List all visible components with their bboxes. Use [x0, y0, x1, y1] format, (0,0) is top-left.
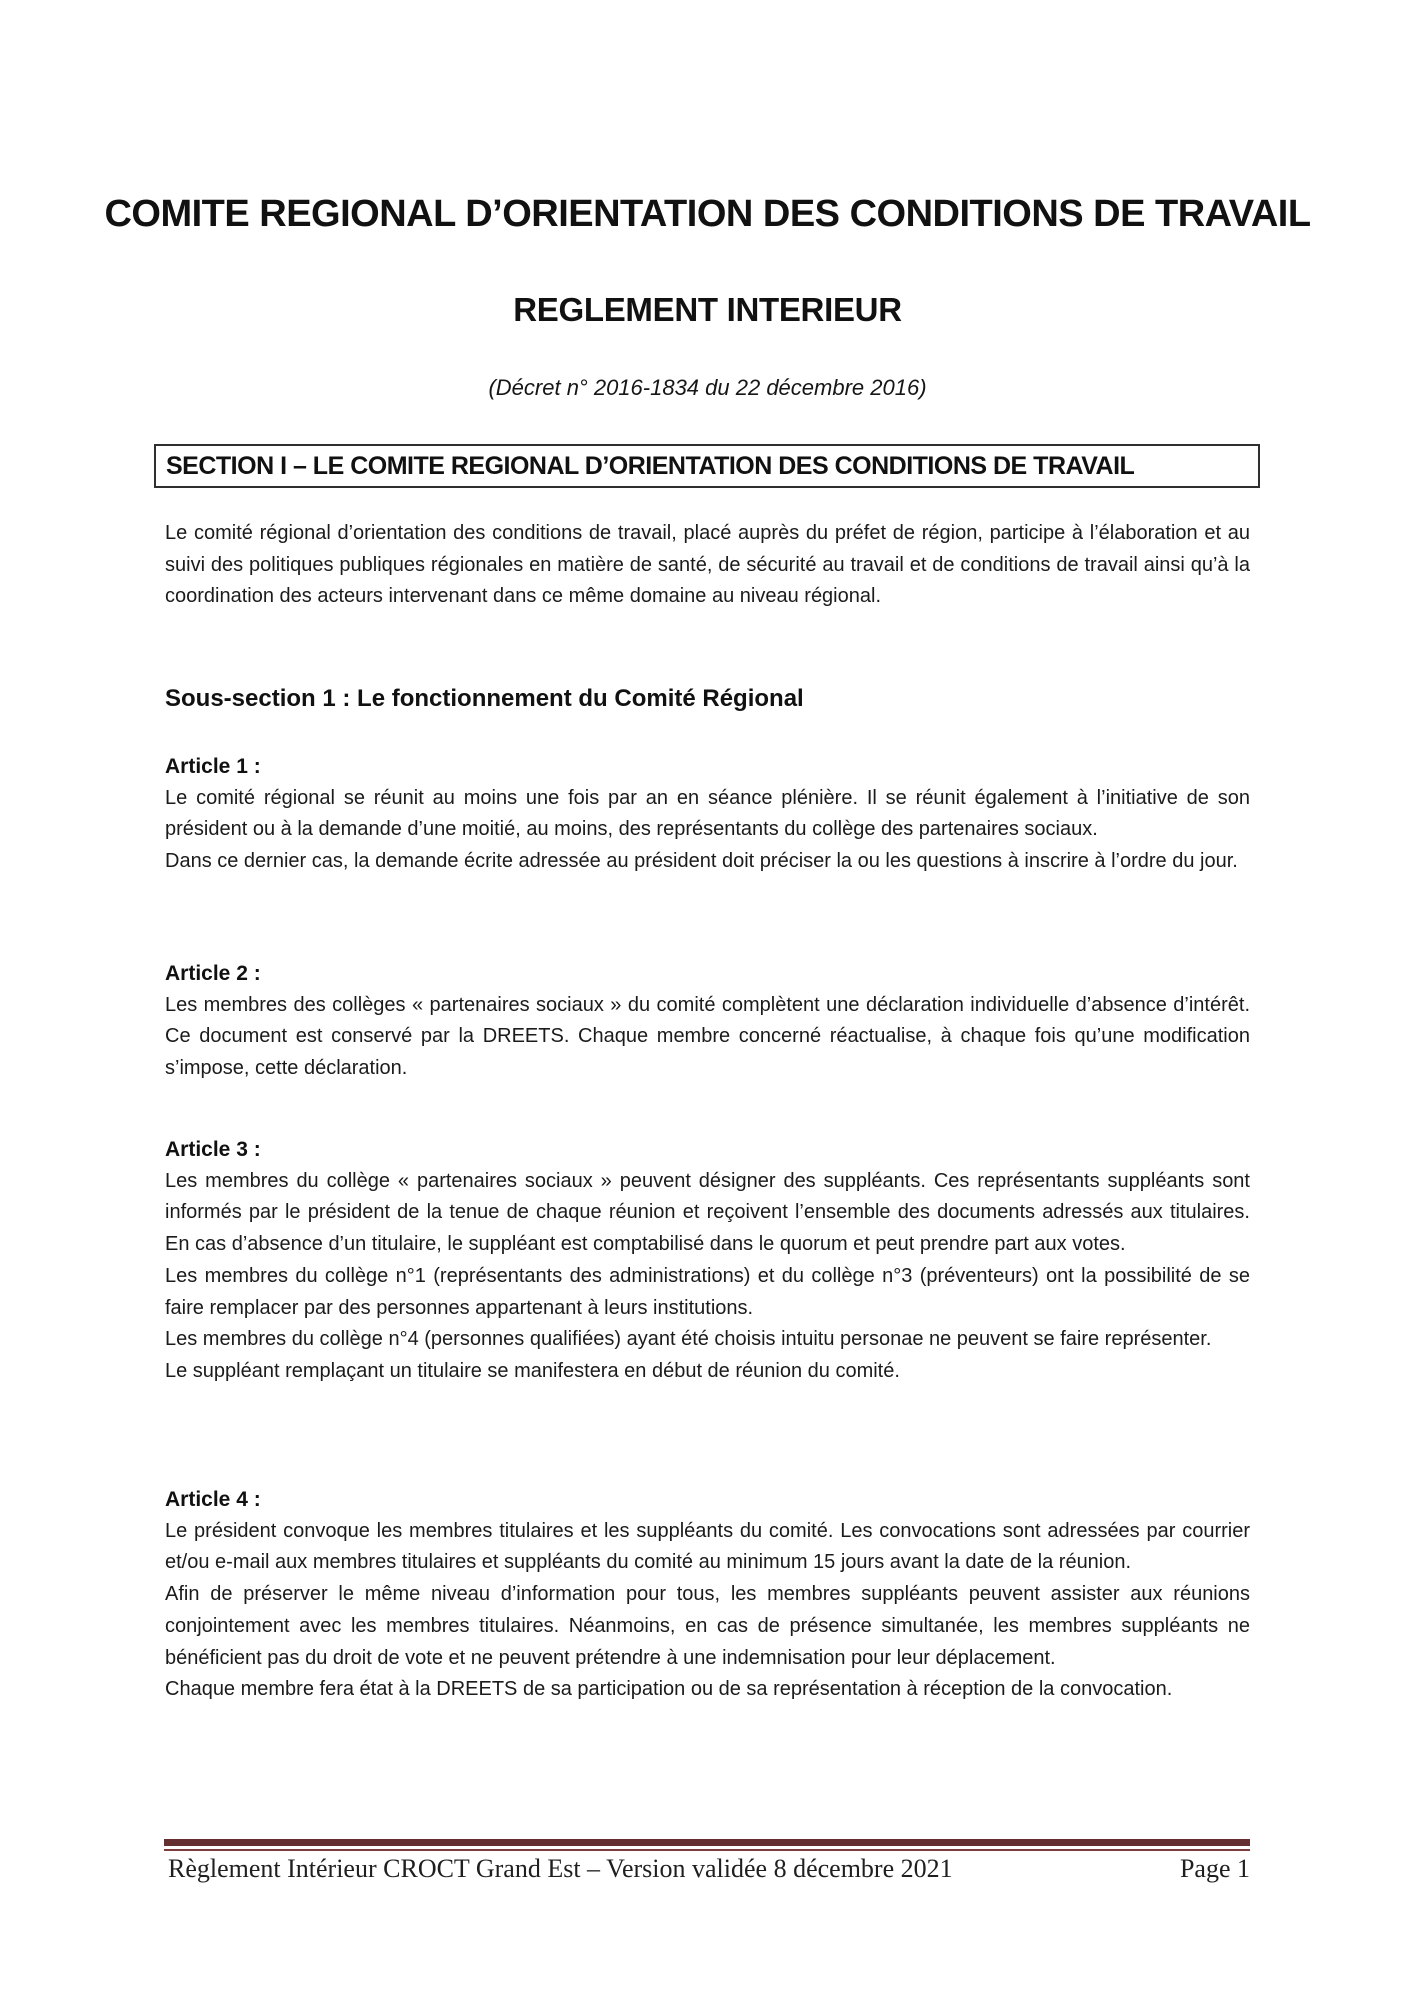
footer-document-version: Règlement Intérieur CROCT Grand Est – Version validée 8 décembre 2021	[168, 1854, 953, 1883]
article-3-paragraph-3: Les membres du collège n°4 (personnes qualifiées) ayant été choisis intuitu personae ne peuvent se faire représenter.	[165, 1328, 1212, 1351]
document-subtitle: REGLEMENT INTERIEUR	[513, 291, 902, 329]
article-4-paragraph-2: Afin de préserver le même niveau d’information pour tous, les membres suppléants peuvent assister aux réunions conjointement avec les membres titulaires. Néanmoins, en cas de présence simultanée, les membres suppléants ne bénéficient pas du droit de vote et ne peuvent prétendre à une indemnisation pour leur déplacement.	[165, 1583, 1250, 1669]
article-1-paragraph-2: Dans ce dernier cas, la demande écrite adressée au président doit préciser la ou les questions à inscrire à l’ordre du jour.	[165, 850, 1238, 873]
article-3-paragraph-4: Le suppléant remplaçant un titulaire se manifestera en début de réunion du comité.	[165, 1359, 900, 1382]
article-3-paragraph-1: Les membres du collège « partenaires sociaux » peuvent désigner des suppléants. Ces représentants suppléants sont informés par le président de la tenue de chaque réunion et reçoivent l’ensemble des documents adressés aux titulaires. En cas d’absence d’un titulaire, le suppléant est comptabilisé dans le quorum et peut prendre part aux votes.	[165, 1169, 1250, 1256]
article-1	[165, 751, 1250, 878]
article-3-heading: Article 3 :	[165, 1138, 261, 1161]
section-header-box	[154, 444, 1260, 488]
intro-paragraph: Le comité régional d’orientation des conditions de travail, placé auprès du préfet de région, participe à l’élaboration et au suivi des politiques publiques régionales en matière de santé, de sécurité au travail et de conditions de travail ainsi qu’à la coordination des acteurs intervenant dans ce même domaine au niveau régional.	[165, 522, 1250, 608]
article-4-paragraph-1: Le président convoque les membres titulaires et les suppléants du comité. Les convocations sont adressées par courrier et/ou e-mail aux membres titulaires et suppléants du comité au minimum 15 jours avant la date de la réunion.	[165, 1519, 1250, 1574]
footer-divider	[164, 1839, 1250, 1851]
document-title: COMITE REGIONAL D’ORIENTATION DES CONDITIONS DE TRAVAIL	[104, 193, 1311, 236]
article-2	[165, 958, 1250, 1085]
footer-divider-thick-line	[164, 1839, 1250, 1846]
article-4	[165, 1484, 1250, 1706]
footer-divider-thin-line	[164, 1849, 1250, 1851]
footer-page-number: Page 1	[1179, 1854, 1250, 1883]
article-3	[165, 1134, 1250, 1388]
article-3-paragraph-2: Les membres du collège n°1 (représentants des administrations) et du collège n°3 (préventeurs) ont la possibilité de se faire remplacer par des personnes appartenant à leurs institutions.	[165, 1264, 1250, 1319]
article-2-heading: Article 2 :	[165, 962, 261, 985]
subsection-heading: Sous-section 1 : Le fonctionnement du Comité Régional	[165, 685, 804, 712]
article-1-paragraph-1: Le comité régional se réunit au moins une fois par an en séance plénière. Il se réunit également à l’initiative de son président ou à la demande d’une moitié, au moins, des représentants du collège des partenaires sociaux.	[165, 786, 1250, 841]
article-2-paragraph-1: Les membres des collèges « partenaires sociaux » du comité complètent une déclaration individuelle d’absence d’intérêt. Ce document est conservé par la DREETS. Chaque membre concerné réactualise, à chaque fois qu’une modification s’impose, cette déclaration.	[165, 993, 1250, 1080]
footer	[168, 1853, 1250, 1885]
article-1-heading: Article 1 :	[165, 755, 261, 778]
article-4-paragraph-3: Chaque membre fera état à la DREETS de sa participation ou de sa représentation à réception de la convocation.	[165, 1678, 1173, 1701]
section-header-text: SECTION I – LE COMITE REGIONAL D’ORIENTATION DES CONDITIONS DE TRAVAIL	[166, 451, 1135, 480]
decree-reference: (Décret n° 2016-1834 du 22 décembre 2016)	[488, 375, 927, 400]
article-4-heading: Article 4 :	[165, 1488, 261, 1511]
